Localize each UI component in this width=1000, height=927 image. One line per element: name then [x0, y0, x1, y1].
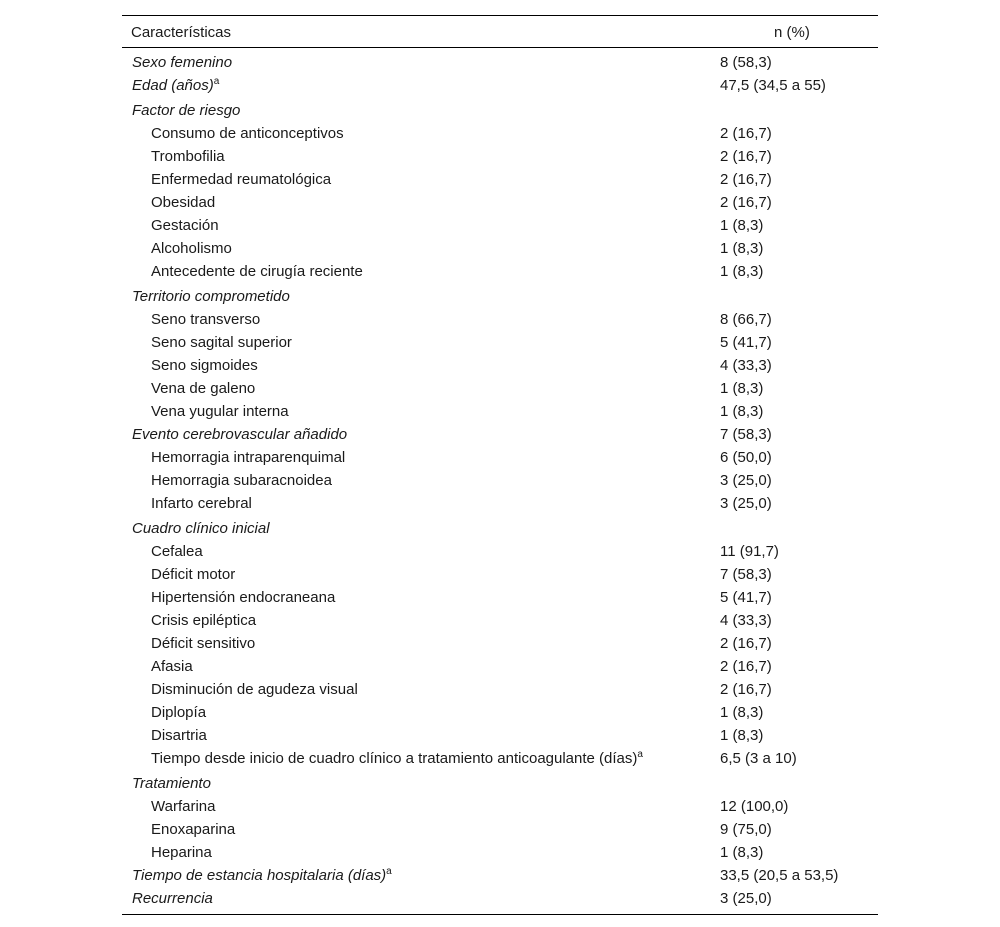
table-row: [122, 632, 878, 655]
row-label: [151, 701, 206, 724]
row-value: 3 (25,0): [720, 890, 772, 907]
row-label: [151, 122, 344, 145]
row-value: 11 (91,7): [720, 543, 779, 560]
row-value: 1 (8,3): [720, 380, 764, 397]
row-label-text: Disminución de agudeza visual: [151, 681, 358, 698]
row-label-text: Disartria: [151, 727, 207, 744]
row-label-text: Hemorragia intraparenquimal: [151, 449, 346, 466]
row-label: [151, 747, 643, 770]
row-value: 4 (33,3): [720, 612, 772, 629]
row-label: [151, 377, 255, 400]
row-label: [151, 678, 358, 701]
row-label: [132, 772, 211, 795]
row-label-text: Territorio comprometido: [132, 288, 290, 305]
row-value: 3 (25,0): [720, 495, 772, 512]
row-label: [151, 400, 289, 423]
row-label-text: Consumo de anticonceptivos: [151, 125, 344, 142]
table-row: [122, 308, 878, 331]
table-row: [122, 701, 878, 724]
row-label-text: Trombofilia: [151, 148, 225, 165]
table-row: [122, 492, 878, 515]
row-label-text: Antecedente de cirugía reciente: [151, 263, 363, 280]
row-label: [132, 517, 270, 540]
row-label-text: Heparina: [151, 844, 212, 861]
table-row: [122, 214, 878, 237]
table-row: [122, 400, 878, 423]
row-label-text: Tiempo de estancia hospitalaria (días): [132, 867, 387, 884]
row-label-text: Hemorragia subaracnoidea: [151, 472, 332, 489]
row-label: [132, 74, 219, 97]
row-value: 6 (50,0): [720, 449, 772, 466]
row-label: [151, 655, 193, 678]
table-row: [122, 191, 878, 214]
row-label-text: Hipertensión endocraneana: [151, 589, 336, 606]
row-label: [151, 609, 256, 632]
table-row: [122, 99, 878, 122]
table-row: [122, 841, 878, 864]
row-label: [151, 492, 252, 515]
row-label: [151, 841, 212, 864]
row-label: [132, 285, 290, 308]
row-value: 2 (16,7): [720, 125, 772, 142]
row-label: [151, 540, 203, 563]
row-value: 1 (8,3): [720, 704, 764, 721]
row-value: 2 (16,7): [720, 635, 772, 652]
row-label-text: Vena yugular interna: [151, 403, 289, 420]
row-label: [132, 887, 213, 910]
row-value: 5 (41,7): [720, 334, 772, 351]
table-row: [122, 168, 878, 191]
row-label: [151, 260, 363, 283]
row-value: 7 (58,3): [720, 426, 772, 443]
row-value: 1 (8,3): [720, 240, 764, 257]
row-label-text: Enfermedad reumatológica: [151, 171, 332, 188]
footnote-marker: a: [637, 749, 643, 760]
row-label: [151, 795, 215, 818]
table-row: [122, 469, 878, 492]
row-label-text: Warfarina: [151, 798, 216, 815]
row-label-text: Tratamiento: [132, 775, 211, 792]
table-body: [122, 48, 878, 910]
row-label: [151, 191, 215, 214]
table-row: [122, 864, 878, 887]
row-label-text: Seno sigmoides: [151, 357, 258, 374]
row-label-text: Obesidad: [151, 194, 216, 211]
row-label-text: Vena de galeno: [151, 380, 256, 397]
table-row: [122, 563, 878, 586]
row-label-text: Recurrencia: [132, 890, 213, 907]
row-value: 1 (8,3): [720, 403, 764, 420]
row-value: 2 (16,7): [720, 681, 772, 698]
row-label-text: Déficit motor: [151, 566, 236, 583]
row-label-text: Tiempo desde inicio de cuadro clínico a tratamiento anticoagulante (días): [151, 750, 638, 767]
row-value: 7 (58,3): [720, 566, 772, 583]
row-value: 1 (8,3): [720, 263, 764, 280]
row-value: 8 (58,3): [720, 54, 772, 71]
row-value: 33,5 (20,5 a 53,5): [720, 867, 839, 884]
row-label: [132, 99, 240, 122]
table-row: [122, 609, 878, 632]
table-row: [122, 423, 878, 446]
row-label: [151, 469, 332, 492]
row-value: 2 (16,7): [720, 194, 772, 211]
row-value: 47,5 (34,5 a 55): [720, 77, 826, 94]
row-value: 9 (75,0): [720, 821, 772, 838]
row-label-text: Seno sagital superior: [151, 334, 292, 351]
row-label: [132, 51, 232, 74]
table-row: [122, 655, 878, 678]
table-row: [122, 51, 878, 74]
row-label-text: Seno transverso: [151, 311, 261, 328]
header-n-percent: n (%): [774, 24, 810, 41]
row-value: 6,5 (3 a 10): [720, 750, 797, 767]
table-row: [122, 74, 878, 97]
table-row: [122, 446, 878, 469]
table-row: [122, 586, 878, 609]
row-label-text: Infarto cerebral: [151, 495, 252, 512]
row-label-text: Evento cerebrovascular añadido: [132, 426, 348, 443]
row-label: [151, 331, 292, 354]
table-row: [122, 772, 878, 795]
row-label: [132, 864, 392, 887]
row-value: 5 (41,7): [720, 589, 772, 606]
header-characteristics: Características: [131, 24, 232, 41]
row-label: [151, 724, 207, 747]
row-value: 2 (16,7): [720, 171, 772, 188]
table-row: [122, 678, 878, 701]
row-label-text: Alcoholismo: [151, 240, 232, 257]
table-row: [122, 540, 878, 563]
table-row: [122, 237, 878, 260]
table-row: [122, 887, 878, 910]
characteristics-table: [122, 15, 878, 915]
row-label-text: Sexo femenino: [132, 54, 233, 71]
table-row: [122, 517, 878, 540]
row-value: 2 (16,7): [720, 658, 772, 675]
table-row: [122, 747, 878, 770]
table-row: [122, 818, 878, 841]
row-label: [151, 354, 258, 377]
row-value: 2 (16,7): [720, 148, 772, 165]
table-row: [122, 145, 878, 168]
row-label: [151, 237, 232, 260]
row-label: [151, 586, 335, 609]
row-label-text: Diplopía: [151, 704, 207, 721]
row-label-text: Crisis epiléptica: [151, 612, 257, 629]
row-label: [151, 818, 235, 841]
row-value: 1 (8,3): [720, 844, 764, 861]
row-label: [151, 308, 260, 331]
row-label: [151, 446, 345, 469]
row-label-text: Cefalea: [151, 543, 203, 560]
row-label: [151, 214, 219, 237]
row-value: 1 (8,3): [720, 727, 764, 744]
table-header: [122, 16, 878, 48]
table-row: [122, 260, 878, 283]
row-label-text: Factor de riesgo: [132, 102, 241, 119]
row-label-text: Cuadro clínico inicial: [132, 520, 270, 537]
row-value: 4 (33,3): [720, 357, 772, 374]
row-label-text: Edad (años): [132, 77, 214, 94]
row-value: 8 (66,7): [720, 311, 772, 328]
row-label: [151, 563, 235, 586]
footnote-marker: a: [213, 76, 220, 87]
table-row: [122, 354, 878, 377]
table-row: [122, 795, 878, 818]
row-label-text: Gestación: [151, 217, 219, 234]
row-label-text: Enoxaparina: [151, 821, 236, 838]
row-value: 1 (8,3): [720, 217, 764, 234]
table-row: [122, 122, 878, 145]
table-bottom-rule: [122, 914, 878, 915]
row-value: 3 (25,0): [720, 472, 772, 489]
row-label: [151, 145, 225, 168]
table-row: [122, 377, 878, 400]
row-label: [151, 168, 331, 191]
row-label: [151, 632, 255, 655]
table-row: [122, 285, 878, 308]
table-row: [122, 331, 878, 354]
footnote-marker: a: [386, 866, 392, 877]
table-row: [122, 724, 878, 747]
row-label-text: Afasia: [151, 658, 193, 675]
row-label-text: Déficit sensitivo: [151, 635, 256, 652]
row-value: 12 (100,0): [720, 798, 789, 815]
row-label: [132, 423, 347, 446]
